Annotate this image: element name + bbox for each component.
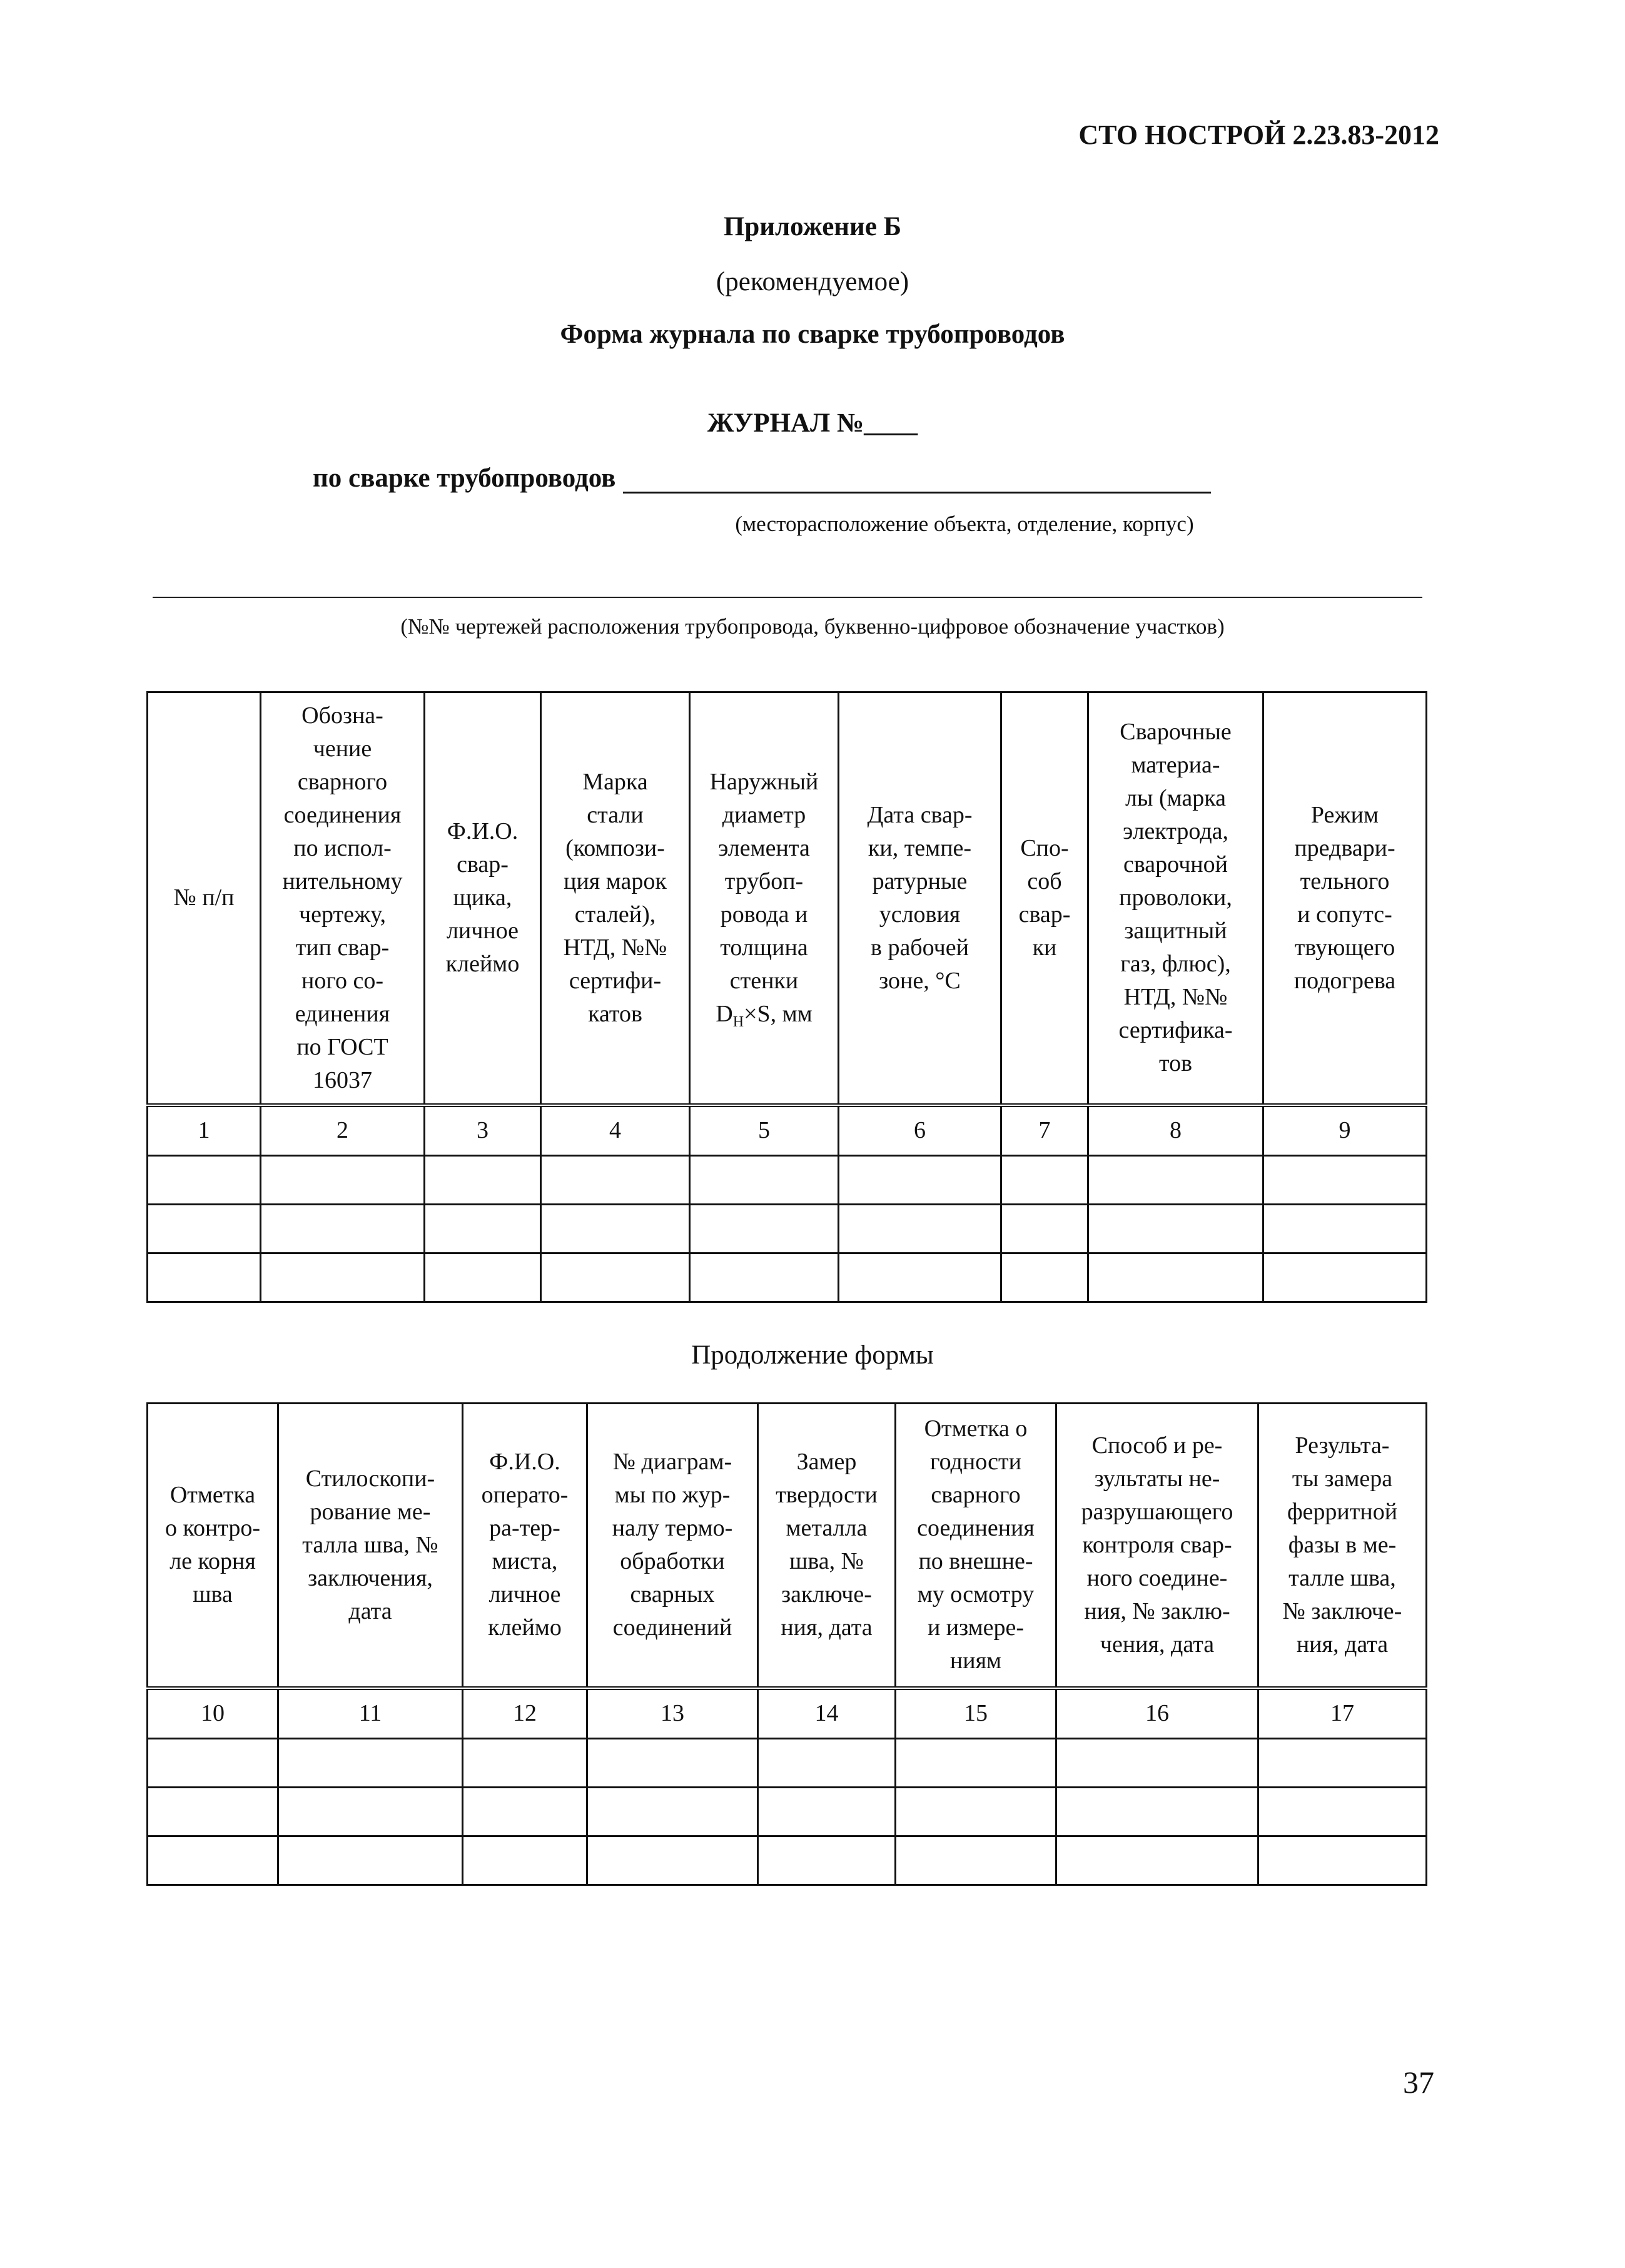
blank-cell[interactable]: [148, 1738, 278, 1787]
document-code: СТО НОСТРОЙ 2.23.83-2012: [1078, 119, 1439, 150]
blank-cell[interactable]: [425, 1155, 541, 1204]
blank-cell[interactable]: [690, 1204, 839, 1253]
column-number: 17: [1258, 1688, 1427, 1739]
column-number: 6: [839, 1105, 1001, 1156]
blank-cell[interactable]: [839, 1204, 1001, 1253]
blank-cell[interactable]: [425, 1204, 541, 1253]
appendix-status: (рекомендуемое): [716, 267, 909, 296]
blank-cell[interactable]: [261, 1253, 425, 1302]
blank-cell[interactable]: [1056, 1787, 1258, 1836]
blank-cell[interactable]: [1056, 1738, 1258, 1787]
blank-cell[interactable]: [1001, 1155, 1088, 1204]
column-number: 12: [463, 1688, 587, 1739]
header-cell: Ф.И.О. операто- ра-тер- миста, личное клеймо: [463, 1404, 587, 1688]
blank-cell[interactable]: [148, 1204, 261, 1253]
blank-cell[interactable]: [1056, 1836, 1258, 1885]
column-number: 4: [541, 1105, 690, 1156]
subject-fill-line: [623, 468, 1211, 494]
dimension-label: $D_Н\times S$, мм: [716, 1000, 812, 1030]
blank-cell[interactable]: [541, 1204, 690, 1253]
drawings-fill-line: [153, 597, 1422, 598]
continuation-label: Продолжение формы: [691, 1340, 934, 1370]
column-number: 16: [1056, 1688, 1258, 1739]
header-cell: Сварочные материа- лы (марка электрода, сварочной проволоки, защитный газ, флюс), НТД, №№ сертифика- тов: [1088, 692, 1263, 1105]
location-note: (месторасположение объекта, отделение, корпус): [735, 512, 1194, 536]
blank-cell[interactable]: [896, 1738, 1056, 1787]
blank-cell[interactable]: [1088, 1204, 1263, 1253]
blank-cell[interactable]: [278, 1787, 463, 1836]
blank-cell[interactable]: [587, 1787, 758, 1836]
table2-blank-row: [148, 1836, 1427, 1885]
column-number: 8: [1088, 1105, 1263, 1156]
table2-blank-row: [148, 1787, 1427, 1836]
blank-cell[interactable]: [1001, 1253, 1088, 1302]
table1-blank-row: [148, 1253, 1427, 1302]
form-title: Форма журнала по сварке трубопроводов: [560, 320, 1065, 349]
header-cell: Замер твердости металла шва, № заключе- ния, дата: [758, 1404, 896, 1688]
blank-cell[interactable]: [839, 1155, 1001, 1204]
blank-cell[interactable]: [278, 1738, 463, 1787]
table1-blank-row: [148, 1155, 1427, 1204]
blank-cell[interactable]: [1263, 1253, 1427, 1302]
column-number: 15: [896, 1688, 1056, 1739]
blank-cell[interactable]: [1258, 1836, 1427, 1885]
header-cell: Способ и ре- зультаты не- разрушающего контроля свар- ного соедине- ния, № заклю- чения, дата: [1056, 1404, 1258, 1688]
blank-cell[interactable]: [690, 1155, 839, 1204]
welding-journal-table-part1: [146, 691, 1427, 1303]
header-cell: Марка стали (компози- ция марок сталей), НТД, №№ сертифи- катов: [541, 692, 690, 1105]
blank-cell[interactable]: [758, 1836, 896, 1885]
blank-cell[interactable]: [758, 1787, 896, 1836]
blank-cell[interactable]: [690, 1253, 839, 1302]
blank-cell[interactable]: [1263, 1204, 1427, 1253]
column-number: 2: [261, 1105, 425, 1156]
blank-cell[interactable]: [1258, 1787, 1427, 1836]
drawings-note: (№№ чертежей расположения трубопровода, буквенно-цифровое обозначение участков): [400, 614, 1225, 639]
blank-cell[interactable]: [278, 1836, 463, 1885]
blank-cell[interactable]: [1088, 1253, 1263, 1302]
subject-label: по сварке трубопроводов: [313, 463, 616, 493]
table2-number-row: [148, 1688, 1427, 1739]
appendix-title: Приложение Б: [723, 212, 902, 241]
column-number: 1: [148, 1105, 261, 1156]
header-cell: Результа- ты замера ферритной фазы в ме- талле шва, № заключе- ния, дата: [1258, 1404, 1427, 1688]
blank-cell[interactable]: [148, 1155, 261, 1204]
page-number: 37: [1403, 2065, 1434, 2100]
welding-journal-table-part2: [146, 1402, 1427, 1886]
header-cell: Отметка о контро- ле корня шва: [148, 1404, 278, 1688]
table1-number-row: [148, 1105, 1427, 1156]
blank-cell[interactable]: [1258, 1738, 1427, 1787]
blank-cell[interactable]: [148, 1836, 278, 1885]
header-cell: Дата свар- ки, темпе- ратурные условия в рабочей зоне, °С: [839, 692, 1001, 1105]
header-cell: Спо- соб свар- ки: [1001, 692, 1088, 1105]
blank-cell[interactable]: [261, 1155, 425, 1204]
table1-blank-row: [148, 1204, 1427, 1253]
blank-cell[interactable]: [1088, 1155, 1263, 1204]
header-cell-diameter: [690, 692, 839, 1105]
blank-cell[interactable]: [896, 1836, 1056, 1885]
column-number: 10: [148, 1688, 278, 1739]
column-number: 7: [1001, 1105, 1088, 1156]
blank-cell[interactable]: [839, 1253, 1001, 1302]
blank-cell[interactable]: [261, 1204, 425, 1253]
blank-cell[interactable]: [1001, 1204, 1088, 1253]
blank-cell[interactable]: [758, 1738, 896, 1787]
blank-cell[interactable]: [425, 1253, 541, 1302]
header-cell: Отметка о годности сварного соединения по внешне- му осмотру и измере- ниям: [896, 1404, 1056, 1688]
blank-cell[interactable]: [463, 1738, 587, 1787]
header-text: Наружный диаметр элемента трубоп- ровода и толщина стенки: [709, 768, 819, 994]
header-cell: Обозна- чение сварного соединения по испол- нительному чертежу, тип свар- ного со- единения по ГОСТ 16037: [261, 692, 425, 1105]
blank-cell[interactable]: [541, 1253, 690, 1302]
table2-header-row: [148, 1404, 1427, 1688]
blank-cell[interactable]: [463, 1836, 587, 1885]
header-cell: Ф.И.О. свар- щика, личное клеймо: [425, 692, 541, 1105]
column-number: 9: [1263, 1105, 1427, 1156]
blank-cell[interactable]: [148, 1253, 261, 1302]
header-cell: № п/п: [148, 692, 261, 1105]
blank-cell[interactable]: [541, 1155, 690, 1204]
column-number: 3: [425, 1105, 541, 1156]
column-number: 11: [278, 1688, 463, 1739]
blank-cell[interactable]: [463, 1787, 587, 1836]
blank-cell[interactable]: [1263, 1155, 1427, 1204]
journal-heading: ЖУРНАЛ №____: [707, 408, 918, 438]
blank-cell[interactable]: [587, 1738, 758, 1787]
column-number: 13: [587, 1688, 758, 1739]
subject-line: [313, 463, 1211, 494]
header-cell: № диаграм- мы по жур- налу термо- обработки сварных соединений: [587, 1404, 758, 1688]
column-number: 5: [690, 1105, 839, 1156]
table2-blank-row: [148, 1738, 1427, 1787]
header-cell: Режим предвари- тельного и сопутс- твующего подогрева: [1263, 692, 1427, 1105]
column-number: 14: [758, 1688, 896, 1739]
blank-cell[interactable]: [587, 1836, 758, 1885]
header-cell: Стилоскопи- рование ме- талла шва, № заключения, дата: [278, 1404, 463, 1688]
blank-cell[interactable]: [148, 1787, 278, 1836]
blank-cell[interactable]: [896, 1787, 1056, 1836]
table1-header-row: [148, 692, 1427, 1105]
